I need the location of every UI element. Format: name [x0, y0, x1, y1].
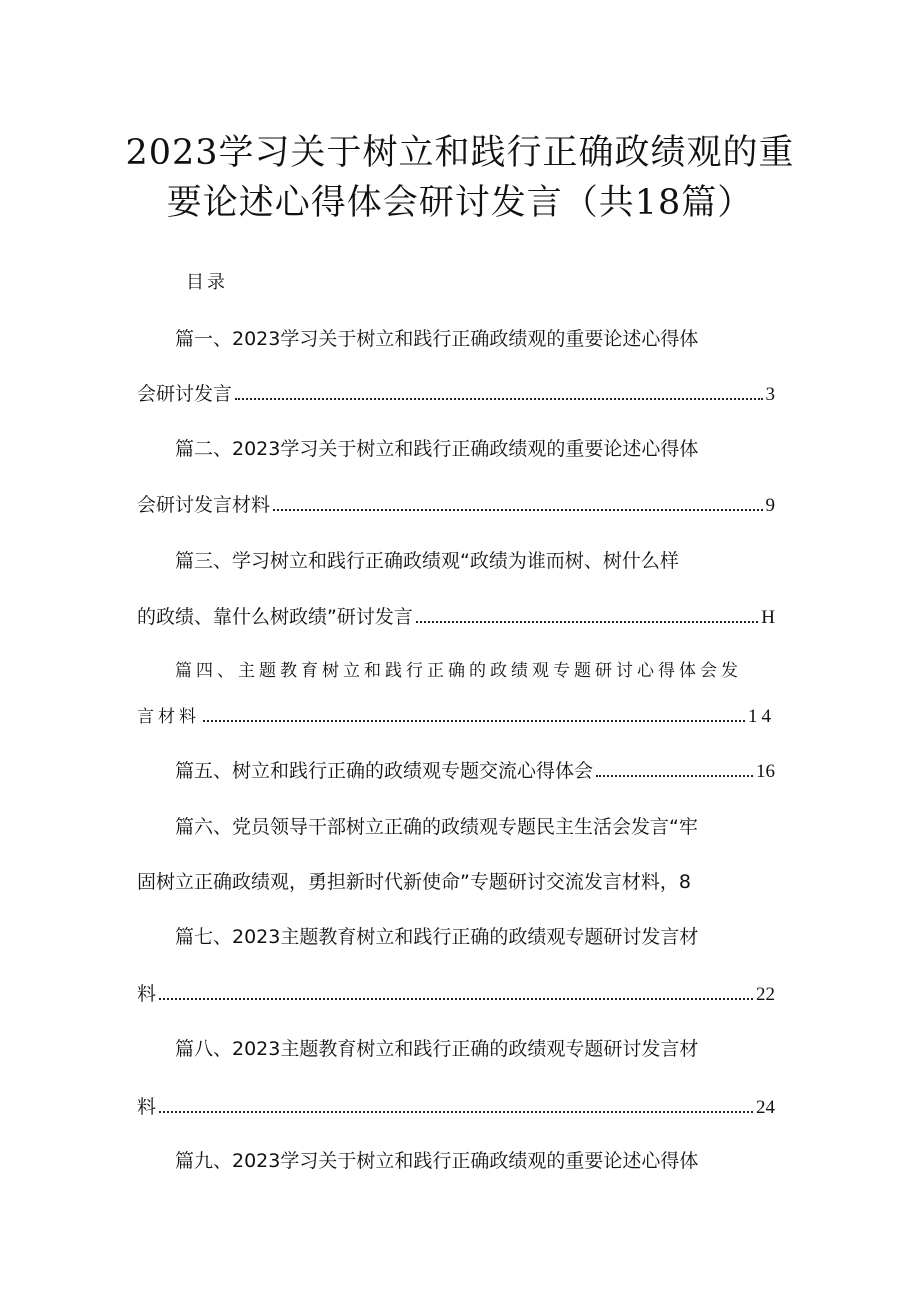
- toc-entry-2-line-1[interactable]: 篇二、2023学习关于树立和践行正确政绩观的重要论述心得体: [175, 438, 699, 460]
- dot-leader: [235, 388, 762, 400]
- dot-leader: [596, 765, 753, 777]
- dot-leader: [203, 710, 745, 722]
- dot-leader: [159, 1101, 753, 1113]
- toc-entry-3-line-1[interactable]: 篇三、学习树立和践行正确政绩观“政绩为谁而树、树什么样: [175, 550, 679, 572]
- toc-entry-1-line-1[interactable]: 篇一、2023学习关于树立和践行正确政绩观的重要论述心得体: [175, 328, 699, 350]
- toc-entry-2-line-2[interactable]: [137, 490, 775, 517]
- toc-entry-9-line-1[interactable]: 篇九、2023学习关于树立和践行正确政绩观的重要论述心得体: [175, 1150, 699, 1172]
- toc-entry-3-line-2[interactable]: [137, 602, 775, 629]
- toc-entry-5[interactable]: [175, 756, 775, 783]
- toc-entry-label: 会研讨发言: [137, 383, 233, 405]
- toc-entry-label: 篇五、树立和践行正确的政绩观专题交流心得体会: [175, 760, 594, 782]
- toc-entry-label: 固树立正确政绩观，勇担新时代新使命”专题研讨交流发言材料，8: [137, 871, 691, 893]
- toc-entry-4-line-1[interactable]: 篇四、主题教育树立和践行正确的政绩观专题研讨心得体会发: [175, 661, 742, 681]
- toc-entry-label: 的政绩、靠什么树政绩”研讨发言: [137, 606, 413, 628]
- toc-page-number: 24: [756, 1097, 775, 1118]
- toc-entry-8-line-1[interactable]: 篇八、2023主题教育树立和践行正确的政绩观专题研讨发言材: [175, 1038, 699, 1060]
- toc-page-number: 16: [756, 761, 775, 782]
- document-title: [100, 128, 820, 228]
- toc-entry-label: 料: [137, 1096, 157, 1118]
- toc-page-number: 14: [748, 706, 775, 727]
- toc-page-number: 9: [765, 495, 775, 516]
- dot-leader: [159, 988, 753, 1000]
- toc-entry-6-line-1[interactable]: 篇六、党员领导干部树立正确的政绩观专题民主生活会发言“牢: [175, 816, 698, 838]
- toc-page-number: 3: [765, 384, 775, 405]
- dot-leader: [416, 611, 758, 623]
- toc-entry-1-line-2[interactable]: [137, 379, 775, 406]
- toc-entry-label: 料: [137, 983, 157, 1005]
- toc-page-number: H: [761, 607, 775, 628]
- toc-entry-8-line-2[interactable]: [137, 1092, 775, 1119]
- title-line-2: 要论述心得体会研讨发言（共18篇）: [166, 183, 754, 223]
- toc-entry-7-line-2[interactable]: [137, 979, 775, 1006]
- toc-heading: 目录: [186, 272, 228, 293]
- toc-entry-label: 会研讨发言材料: [137, 494, 271, 516]
- toc-entry-4-line-2[interactable]: [137, 702, 775, 728]
- toc-entry-6-line-2[interactable]: [137, 867, 775, 894]
- toc-entry-label: 言材料: [137, 707, 200, 727]
- toc-page-number: 22: [756, 984, 775, 1005]
- title-line-1: 2023学习关于树立和践行正确政绩观的重: [125, 133, 795, 173]
- dot-leader: [273, 499, 762, 511]
- toc-entry-7-line-1[interactable]: 篇七、2023主题教育树立和践行正确的政绩观专题研讨发言材: [175, 926, 699, 948]
